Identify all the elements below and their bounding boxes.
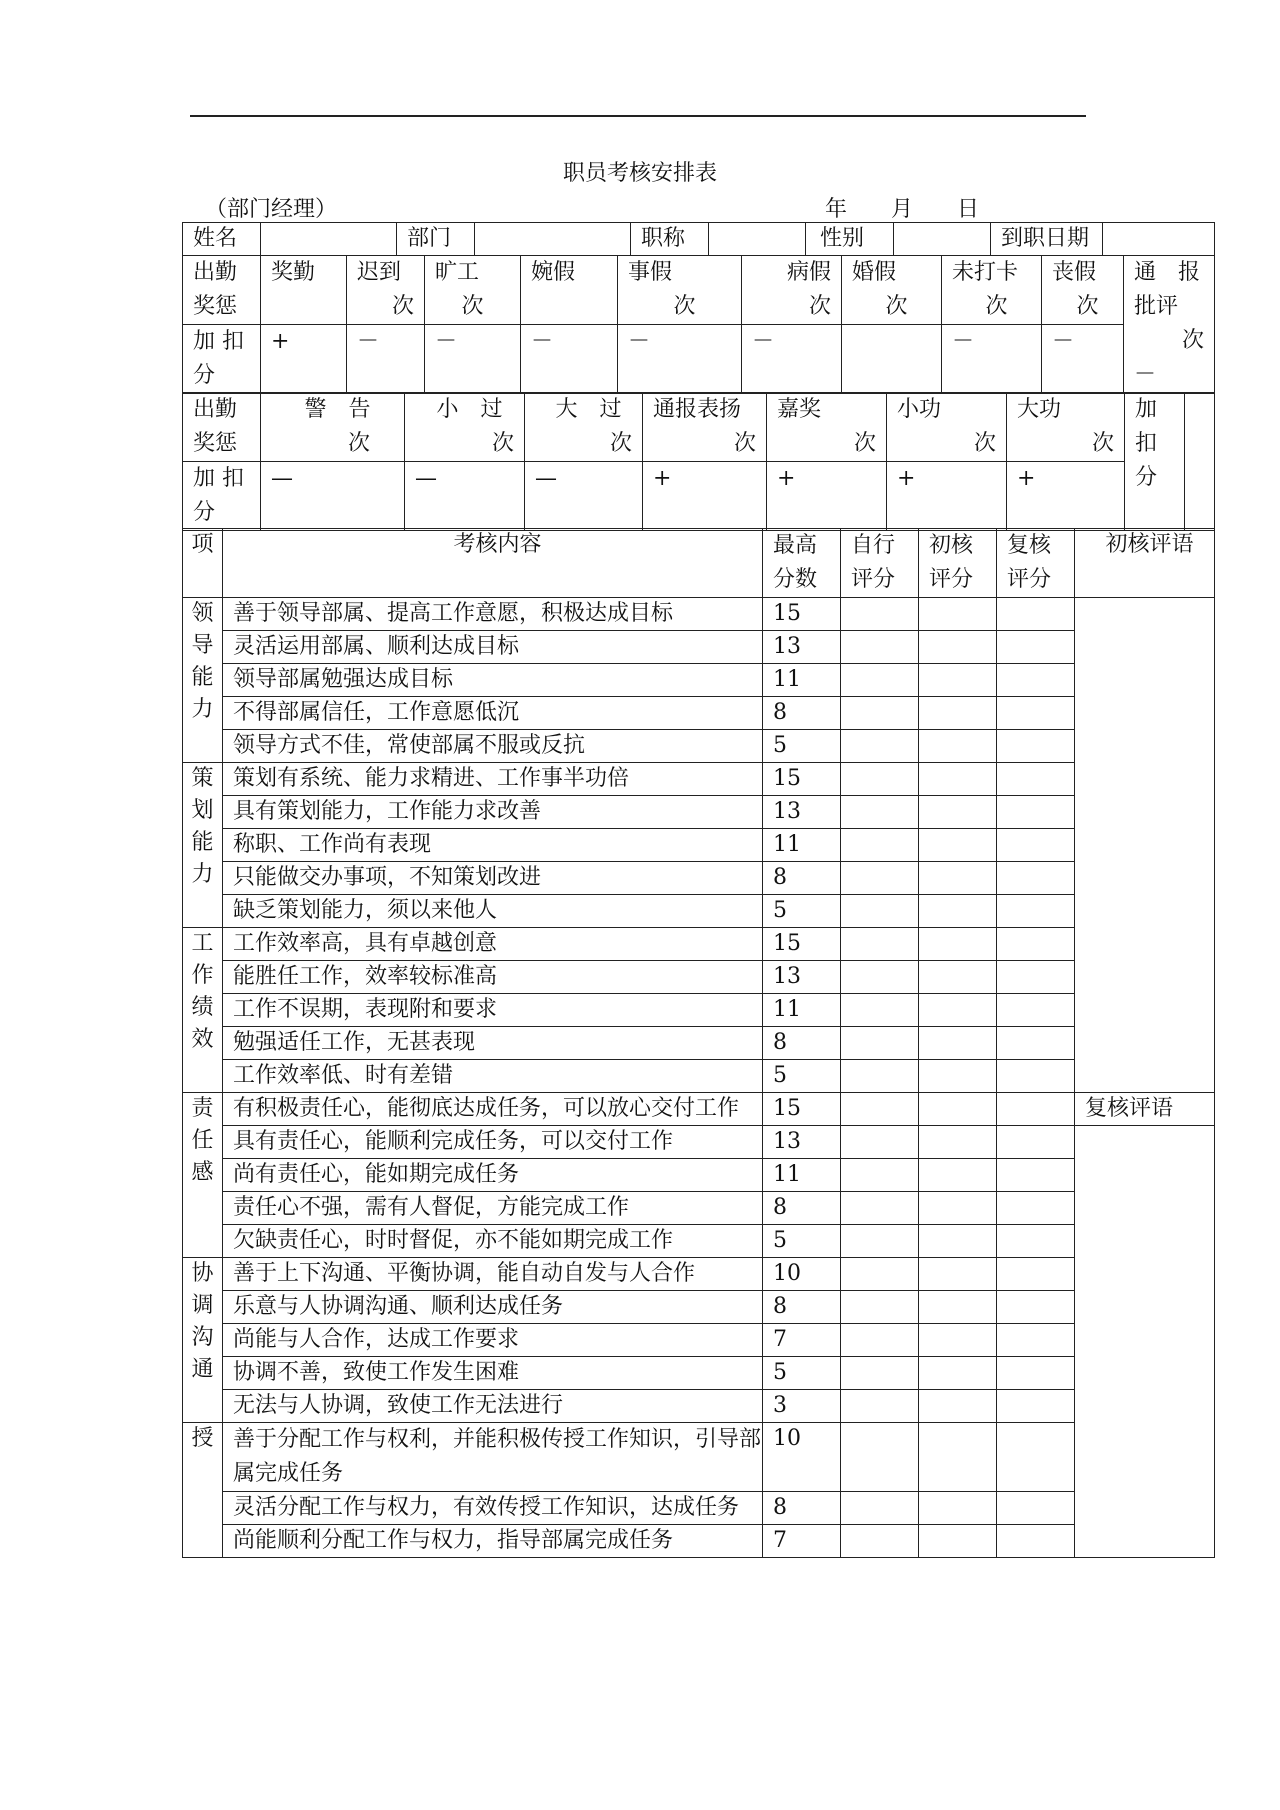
criterion-text: 无法与人协调，致使工作无法进行 (223, 1390, 763, 1423)
review-score-cell[interactable] (997, 1093, 1075, 1126)
attendance-col-late-leave: 婉假 (521, 256, 618, 325)
table-row (183, 631, 1215, 664)
category-coordination: 协 调 沟 通 (183, 1258, 223, 1423)
max-score: 11 (763, 994, 841, 1027)
review-score-cell[interactable] (997, 1423, 1075, 1492)
attendance-score-late-leave[interactable]: － (521, 325, 618, 394)
attendance-col-no-clock: 未打卡 次 (942, 256, 1042, 325)
criterion-text: 尚能顺利分配工作与权力，指导部属完成任务 (223, 1525, 763, 1558)
max-score: 15 (763, 763, 841, 796)
first-score-cell[interactable] (919, 1423, 997, 1492)
max-score: 8 (763, 1291, 841, 1324)
criterion-text: 勉强适任工作，无甚表现 (223, 1027, 763, 1060)
first-score-cell[interactable] (919, 664, 997, 697)
review-score-cell[interactable] (997, 961, 1075, 994)
review-score-cell[interactable] (997, 994, 1075, 1027)
review-score-cell[interactable] (997, 1324, 1075, 1357)
review-score-cell[interactable] (997, 1027, 1075, 1060)
self-score-cell[interactable] (841, 1525, 919, 1558)
reward-score-label: 加 扣 分 (183, 462, 261, 531)
criterion-text: 具有策划能力，工作能力求改善 (223, 796, 763, 829)
first-score-cell[interactable] (919, 697, 997, 730)
criterion-text: 尚有责任心，能如期完成任务 (223, 1159, 763, 1192)
criterion-text: 责任心不强，需有人督促，方能完成工作 (223, 1192, 763, 1225)
first-score-cell[interactable] (919, 1027, 997, 1060)
max-score: 8 (763, 862, 841, 895)
max-score: 11 (763, 1159, 841, 1192)
table-row (183, 1225, 1215, 1258)
criterion-text: 有积极责任心，能彻底达成任务，可以放心交付工作 (223, 1093, 763, 1126)
header-first-comment: 初核评语 (1075, 529, 1215, 598)
criterion-text: 乐意与人协调沟通、顺利达成任务 (223, 1291, 763, 1324)
title-field[interactable] (709, 223, 806, 256)
max-score: 13 (763, 1126, 841, 1159)
review-score-cell[interactable] (997, 1525, 1075, 1558)
max-score: 15 (763, 1093, 841, 1126)
category-delegation: 授 (183, 1423, 223, 1558)
self-score-cell[interactable] (841, 631, 919, 664)
attendance-score-funeral-leave[interactable]: － (1042, 325, 1124, 394)
self-score-cell[interactable] (841, 763, 919, 796)
table-row (183, 862, 1215, 895)
attendance-score-sick-leave[interactable]: － (742, 325, 842, 394)
header-review-score: 复核 评分 (997, 529, 1075, 598)
first-score-cell[interactable] (919, 598, 997, 631)
review-score-cell[interactable] (997, 1492, 1075, 1525)
self-score-cell[interactable] (841, 796, 919, 829)
review-score-cell[interactable] (997, 829, 1075, 862)
attendance-score-personal-leave[interactable]: － (618, 325, 742, 394)
category-performance: 工 作 绩 效 (183, 928, 223, 1093)
criterion-text: 欠缺责任心，时时督促，亦不能如期完成工作 (223, 1225, 763, 1258)
max-score: 15 (763, 598, 841, 631)
attendance-col-criticism: 通 报 批评 次 － (1124, 256, 1215, 394)
title-label: 职称 (631, 223, 709, 256)
table-row (183, 1291, 1215, 1324)
review-score-cell[interactable] (997, 763, 1075, 796)
first-score-cell[interactable] (919, 1126, 997, 1159)
evaluation-table (182, 528, 1215, 1558)
criterion-text: 具有责任心，能顺利完成任务，可以交付工作 (223, 1126, 763, 1159)
table-row (183, 961, 1215, 994)
first-score-cell[interactable] (919, 763, 997, 796)
table-row (183, 928, 1215, 961)
reward-col-major-demerit: 大 过 次 (525, 393, 643, 462)
review-score-cell[interactable] (997, 697, 1075, 730)
max-score: 13 (763, 796, 841, 829)
self-score-cell[interactable] (841, 1492, 919, 1525)
max-score: 7 (763, 1324, 841, 1357)
first-score-cell[interactable] (919, 1291, 997, 1324)
category-planning: 策 划 能 力 (183, 763, 223, 928)
review-score-cell[interactable] (997, 796, 1075, 829)
table-row (183, 598, 1215, 631)
first-score-cell[interactable] (919, 1390, 997, 1423)
self-score-cell[interactable] (841, 1027, 919, 1060)
criterion-text: 尚能与人合作，达成工作要求 (223, 1324, 763, 1357)
criterion-text: 工作不误期，表现附和要求 (223, 994, 763, 1027)
self-score-cell[interactable] (841, 829, 919, 862)
first-score-cell[interactable] (919, 1324, 997, 1357)
attendance-table-1 (182, 255, 1215, 394)
max-score: 11 (763, 829, 841, 862)
table-row (183, 730, 1215, 763)
criterion-text: 领导部属勉强达成目标 (223, 664, 763, 697)
department-field[interactable] (475, 223, 631, 256)
self-score-cell[interactable] (841, 1060, 919, 1093)
category-leadership: 领 导 能 力 (183, 598, 223, 763)
max-score: 8 (763, 1192, 841, 1225)
header-item: 项 (183, 529, 223, 598)
table-row (183, 895, 1215, 928)
reward-score-major-merit[interactable]: + (1007, 462, 1125, 531)
review-comment-cell[interactable] (1075, 1126, 1215, 1558)
attendance-score-no-clock[interactable]: － (942, 325, 1042, 394)
max-score: 8 (763, 1492, 841, 1525)
self-score-cell[interactable] (841, 1192, 919, 1225)
self-score-cell[interactable] (841, 1357, 919, 1390)
max-score: 10 (763, 1423, 841, 1492)
reward-score-praise[interactable]: + (767, 462, 887, 531)
max-score: 10 (763, 1258, 841, 1291)
hire-date-field[interactable] (1103, 223, 1215, 256)
review-comment-label: 复核评语 (1075, 1093, 1215, 1126)
first-score-cell[interactable] (919, 895, 997, 928)
review-score-cell[interactable] (997, 1390, 1075, 1423)
self-score-cell[interactable] (841, 1093, 919, 1126)
max-score: 13 (763, 961, 841, 994)
hire-date-label: 到职日期 (991, 223, 1103, 256)
self-score-cell[interactable] (841, 730, 919, 763)
self-score-cell[interactable] (841, 1225, 919, 1258)
table-row (183, 829, 1215, 862)
criterion-text: 缺乏策划能力，须以来他人 (223, 895, 763, 928)
header-self-score: 自行 评分 (841, 529, 919, 598)
first-comment-cell[interactable] (1075, 598, 1215, 1093)
self-score-cell[interactable] (841, 961, 919, 994)
table-row (183, 1192, 1215, 1225)
first-score-cell[interactable] (919, 1357, 997, 1390)
table-row (183, 994, 1215, 1027)
first-score-cell[interactable] (919, 961, 997, 994)
attendance-col-marriage-leave: 婚假 次 (842, 256, 942, 325)
max-score: 5 (763, 1357, 841, 1390)
review-score-cell[interactable] (997, 1060, 1075, 1093)
table-row (183, 1093, 1215, 1126)
reward-score-minor-demerit[interactable]: — (405, 462, 525, 531)
header-content: 考核内容 (223, 529, 763, 598)
max-score: 5 (763, 1060, 841, 1093)
attendance-col-late: 迟到 次 (347, 256, 425, 325)
gender-field[interactable] (894, 223, 991, 256)
criterion-text: 工作效率低、时有差错 (223, 1060, 763, 1093)
criterion-text: 称职、工作尚有表现 (223, 829, 763, 862)
first-score-cell[interactable] (919, 1192, 997, 1225)
self-score-cell[interactable] (841, 1324, 919, 1357)
table-row (183, 697, 1215, 730)
subtitle-date: 年 月 日 (825, 197, 980, 222)
reward-label: 出勤 奖惩 (183, 393, 261, 462)
self-score-cell[interactable] (841, 928, 919, 961)
first-score-cell[interactable] (919, 928, 997, 961)
review-score-cell[interactable] (997, 1192, 1075, 1225)
review-score-cell[interactable] (997, 1126, 1075, 1159)
criterion-text: 能胜任工作，效率较标准高 (223, 961, 763, 994)
header-first-score: 初核 评分 (919, 529, 997, 598)
reward-col-praise: 嘉奖 次 (767, 393, 887, 462)
reward-score-warning[interactable]: — (261, 462, 405, 531)
header-max-score: 最高 分数 (763, 529, 841, 598)
table-row (183, 1159, 1215, 1192)
max-score: 15 (763, 928, 841, 961)
review-score-cell[interactable] (997, 1291, 1075, 1324)
attendance-score-bonus[interactable]: + (261, 325, 347, 394)
first-score-cell[interactable] (919, 631, 997, 664)
table-row (183, 763, 1215, 796)
review-score-cell[interactable] (997, 1159, 1075, 1192)
first-score-cell[interactable] (919, 1093, 997, 1126)
review-score-cell[interactable] (997, 928, 1075, 961)
self-score-cell[interactable] (841, 664, 919, 697)
self-score-cell[interactable] (841, 1423, 919, 1492)
table-row (183, 1027, 1215, 1060)
self-score-cell[interactable] (841, 1291, 919, 1324)
criterion-text: 灵活分配工作与权力，有效传授工作知识，达成任务 (223, 1492, 763, 1525)
table-row (183, 1324, 1215, 1357)
review-score-cell[interactable] (997, 1258, 1075, 1291)
reward-col-major-merit: 大功 次 (1007, 393, 1125, 462)
criterion-text: 协调不善，致使工作发生困难 (223, 1357, 763, 1390)
first-score-cell[interactable] (919, 829, 997, 862)
reward-col-warning: 警 告 次 (261, 393, 405, 462)
criterion-text: 不得部属信任，工作意愿低沉 (223, 697, 763, 730)
reward-col-score: 加 扣 分 (1125, 393, 1185, 531)
self-score-cell[interactable] (841, 1159, 919, 1192)
max-score: 8 (763, 697, 841, 730)
table-row (183, 1060, 1215, 1093)
review-score-cell[interactable] (997, 730, 1075, 763)
first-score-cell[interactable] (919, 1060, 997, 1093)
criterion-text: 只能做交办事项，不知策划改进 (223, 862, 763, 895)
review-score-cell[interactable] (997, 1225, 1075, 1258)
reward-score-minor-merit[interactable]: + (887, 462, 1007, 531)
criterion-text: 灵活运用部属、顺利达成目标 (223, 631, 763, 664)
first-score-cell[interactable] (919, 1492, 997, 1525)
attendance-score-late[interactable]: － (347, 325, 425, 394)
table-row (183, 1525, 1215, 1558)
max-score: 7 (763, 1525, 841, 1558)
table-row (183, 1357, 1215, 1390)
attendance-col-bonus: 奖勤 (261, 256, 347, 325)
self-score-cell[interactable] (841, 697, 919, 730)
reward-col-minor-demerit: 小 过 次 (405, 393, 525, 462)
criterion-text: 工作效率高，具有卓越创意 (223, 928, 763, 961)
table-row (183, 1423, 1215, 1492)
attendance-score-marriage-leave[interactable] (842, 325, 942, 394)
max-score: 11 (763, 664, 841, 697)
name-field[interactable] (261, 223, 397, 256)
attendance-score-absent[interactable]: － (425, 325, 521, 394)
reward-col-commendation: 通报表扬 次 (643, 393, 767, 462)
attendance-col-funeral-leave: 丧假 次 (1042, 256, 1124, 325)
table-row (183, 664, 1215, 697)
attendance-col-personal-leave: 事假 次 (618, 256, 742, 325)
gender-label: 性别 (806, 223, 894, 256)
table-row (183, 1258, 1215, 1291)
review-score-cell[interactable] (997, 631, 1075, 664)
reward-col-minor-merit: 小功 次 (887, 393, 1007, 462)
page-title: 职员考核安排表 (562, 161, 717, 186)
self-score-cell[interactable] (841, 1390, 919, 1423)
attendance-label: 出勤 奖惩 (183, 256, 261, 325)
reward-score-major-demerit[interactable]: — (525, 462, 643, 531)
criterion-text: 领导方式不佳，常使部属不服或反抗 (223, 730, 763, 763)
first-score-cell[interactable] (919, 862, 997, 895)
table-row (183, 1390, 1215, 1423)
criterion-text: 善于上下沟通、平衡协调，能自动自发与人合作 (223, 1258, 763, 1291)
attendance-table-2 (182, 392, 1215, 531)
first-score-cell[interactable] (919, 1258, 997, 1291)
review-score-cell[interactable] (997, 598, 1075, 631)
criterion-text: 策划有系统、能力求精进、工作事半功倍 (223, 763, 763, 796)
category-responsibility: 责 任 感 (183, 1093, 223, 1258)
header-rule (190, 115, 1086, 117)
review-score-cell[interactable] (997, 862, 1075, 895)
max-score: 5 (763, 730, 841, 763)
max-score: 8 (763, 1027, 841, 1060)
first-score-cell[interactable] (919, 994, 997, 1027)
self-score-cell[interactable] (841, 1258, 919, 1291)
first-score-cell[interactable] (919, 1525, 997, 1558)
self-score-cell[interactable] (841, 994, 919, 1027)
first-score-cell[interactable] (919, 1159, 997, 1192)
max-score: 3 (763, 1390, 841, 1423)
max-score: 13 (763, 631, 841, 664)
max-score: 5 (763, 1225, 841, 1258)
table-row (183, 796, 1215, 829)
attendance-col-absent: 旷工 次 (425, 256, 521, 325)
review-score-cell[interactable] (997, 664, 1075, 697)
review-score-cell[interactable] (997, 895, 1075, 928)
reward-score-commendation[interactable]: + (643, 462, 767, 531)
criterion-text: 善于领导部属、提高工作意愿，积极达成目标 (223, 598, 763, 631)
criterion-text: 善于分配工作与权利，并能积极传授工作知识，引导部属完成任务 (223, 1423, 763, 1492)
attendance-score-label: 加 扣 分 (183, 325, 261, 394)
name-label: 姓名 (183, 223, 261, 256)
attendance-col-sick-leave: 病假 次 (742, 256, 842, 325)
evaluation-body (183, 598, 1215, 1558)
self-score-cell[interactable] (841, 1126, 919, 1159)
max-score: 5 (763, 895, 841, 928)
table-row (183, 1126, 1215, 1159)
subtitle-department: （部门经理） (205, 197, 338, 222)
review-score-cell[interactable] (997, 1357, 1075, 1390)
self-score-cell[interactable] (841, 598, 919, 631)
self-score-cell[interactable] (841, 895, 919, 928)
table-row (183, 1492, 1215, 1525)
first-score-cell[interactable] (919, 796, 997, 829)
first-score-cell[interactable] (919, 730, 997, 763)
first-score-cell[interactable] (919, 1225, 997, 1258)
reward-col-score-field[interactable] (1185, 393, 1215, 531)
self-score-cell[interactable] (841, 862, 919, 895)
info-table (182, 222, 1215, 256)
department-label: 部门 (397, 223, 475, 256)
